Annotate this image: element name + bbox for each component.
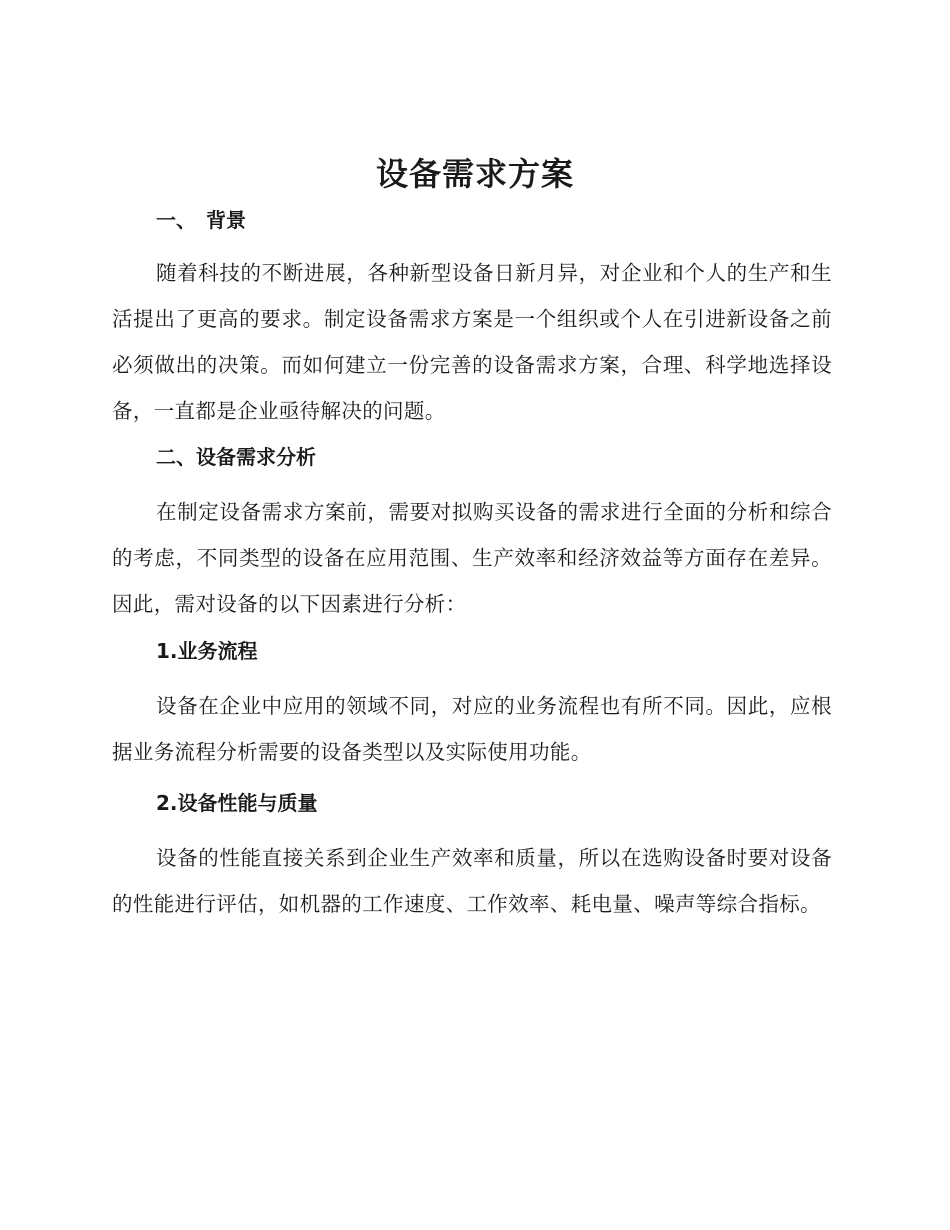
document-title: 设备需求方案 [375,155,574,193]
subsection-heading-performance-quality: 2.设备性能与质量 [156,791,318,815]
paragraph-performance-quality: 设备的性能直接关系到企业生产效率和质量，所以在选购设备时要对设备的性能进行评估，如机器的工作速度、工作效率、耗电量、噪声等综合指标。 [112,846,832,916]
section-heading-analysis: 二、设备需求分析 [156,445,316,469]
section-heading-background [156,205,246,235]
paragraph-background: 随着科技的不断进展，各种新型设备日新月异，对企业和个人的生产和生活提出了更高的要求。制定设备需求方案是一个组织或个人在引进新设备之前必须做出的决策。而如何建立一份完善的设备需求方案，合理、科学地选择设备，一直都是企业亟待解决的问题。 [112,261,832,423]
paragraph-business-process: 设备在企业中应用的领域不同，对应的业务流程也有所不同。因此，应根据业务流程分析需要的设备类型以及实际使用功能。 [112,694,832,764]
section-number: 一、 [156,208,196,232]
subsection-heading-business-process: 1.业务流程 [156,639,258,663]
section-heading-text: 背景 [206,208,246,232]
paragraph-analysis: 在制定设备需求方案前，需要对拟购买设备的需求进行全面的分析和综合的考虑，不同类型的设备在应用范围、生产效率和经济效益等方面存在差异。因此，需对设备的以下因素进行分析： [112,500,832,616]
